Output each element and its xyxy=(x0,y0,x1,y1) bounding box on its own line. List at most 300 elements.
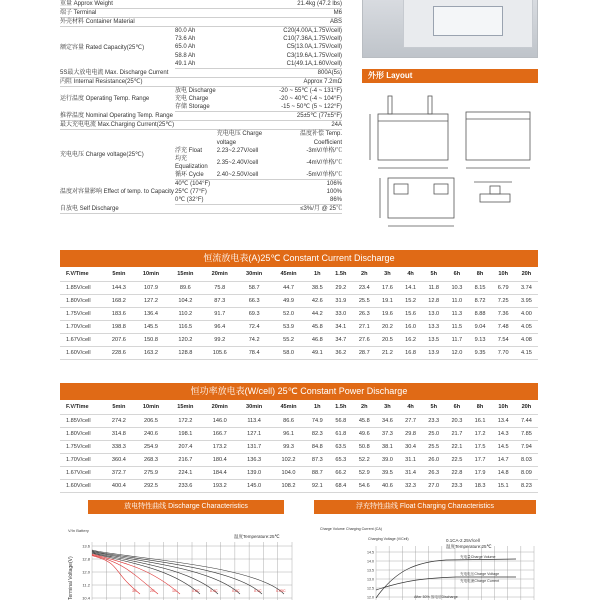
table-cell: 4.05 xyxy=(515,320,538,333)
table-cell: 11.7 xyxy=(445,333,468,346)
spec-sub-label: 充电 Charge xyxy=(175,96,209,103)
spec-sub-label xyxy=(175,9,275,18)
table-cell: 42.6 xyxy=(306,294,329,307)
power-table-title: 恒功率放电表(W/cell) 25℃ Constant Power Discharge xyxy=(60,383,538,400)
column-header: 10min xyxy=(134,268,168,281)
table-cell: 17.5 xyxy=(468,440,491,453)
table-cell: 127.1 xyxy=(237,427,271,440)
table-cell: 207.4 xyxy=(168,440,202,453)
spec-label: 重量 Approx Weight xyxy=(60,0,175,9)
table-cell: 15.6 xyxy=(399,307,422,320)
spec-value: -15 ~ 50℃ (5 ~ 122°F) xyxy=(275,103,342,112)
table-cell: 8.15 xyxy=(468,281,491,294)
table-cell: 193.2 xyxy=(203,479,237,492)
table-cell: 49.1 xyxy=(306,346,329,359)
table-cell: 16.1 xyxy=(468,414,491,427)
table-cell: 13.3 xyxy=(422,320,445,333)
side-view-drawing xyxy=(466,112,530,168)
battery-photo xyxy=(362,0,538,58)
column-header: 5h xyxy=(422,401,445,414)
table-cell: 84.8 xyxy=(306,440,329,453)
column-header: 45min xyxy=(271,401,305,414)
table-cell: 6.79 xyxy=(492,281,515,294)
legend-charge-voltage: 充电电压Charge Voltage xyxy=(460,572,500,576)
table-cell: 56.8 xyxy=(329,414,353,427)
discharge-ylabel: Terminal Voltage(V) xyxy=(68,556,74,600)
table-cell: 75.8 xyxy=(203,281,237,294)
table-cell: 25.5 xyxy=(353,294,376,307)
table-cell: 20.2 xyxy=(376,320,399,333)
y-tick-label: 12.5 xyxy=(367,586,374,591)
spec-label: 推荐温度 Nominal Operating Temp. Range xyxy=(60,112,175,121)
table-cell: 16.2 xyxy=(399,333,422,346)
column-header: 30min xyxy=(237,401,271,414)
spec-sub-label: 65.0 Ah xyxy=(175,44,196,51)
table-cell: 168.2 xyxy=(104,294,134,307)
table-cell: 274.2 xyxy=(104,414,134,427)
spec-label: 额定容量 Rated Capacity(25℃) xyxy=(60,44,145,51)
float-chart xyxy=(316,520,538,600)
column-header: 3h xyxy=(376,401,399,414)
row-label: 1.70V/cell xyxy=(60,320,104,333)
table-cell: 23.4 xyxy=(353,281,376,294)
spec-value: C20(4.00A,1.75V/cell) xyxy=(283,28,342,35)
table-cell: 128.8 xyxy=(168,346,202,359)
row-label: 1.80V/cell xyxy=(60,427,104,440)
column-header: 8h xyxy=(468,268,491,281)
table-cell: 20.5 xyxy=(376,333,399,346)
spec-value: ABS xyxy=(275,18,342,27)
spec-row xyxy=(60,77,342,86)
spec-row xyxy=(60,130,342,147)
curve-label: 3C xyxy=(132,589,137,593)
table-cell: 38.1 xyxy=(376,440,399,453)
table-cell: 11.3 xyxy=(445,307,468,320)
spec-sub-label: 循环 Cycle xyxy=(175,171,217,180)
table-cell: 46.8 xyxy=(306,333,329,346)
spec-label: 运行温度 Operating Temp. Range xyxy=(60,96,150,103)
row-label: 1.80V/cell xyxy=(60,294,104,307)
table-cell: 23.3 xyxy=(422,414,445,427)
table-cell: 29.8 xyxy=(399,427,422,440)
table-cell: 52.2 xyxy=(353,453,376,466)
spec-value: C10(7.36A,1.75V/cell) xyxy=(283,36,342,43)
table-row xyxy=(60,307,538,320)
table-cell: 104.0 xyxy=(271,466,305,479)
table-cell: 29.2 xyxy=(329,281,353,294)
column-header: 5h xyxy=(422,268,445,281)
spec-sub-label: 80.0 Ah xyxy=(175,28,196,35)
table-header-row xyxy=(60,401,538,414)
table-cell: 8.03 xyxy=(515,453,538,466)
table-cell: 40.6 xyxy=(376,479,399,492)
table-cell: 33.0 xyxy=(329,307,353,320)
table-cell: 13.0 xyxy=(422,307,445,320)
column-header: 1h xyxy=(306,268,329,281)
table-cell: 14.7 xyxy=(492,453,515,466)
top-view-drawing xyxy=(380,178,454,226)
table-cell: 240.6 xyxy=(134,427,168,440)
table-cell: 32.3 xyxy=(399,479,422,492)
table-cell: 66.2 xyxy=(329,466,353,479)
table-cell: 7.54 xyxy=(492,333,515,346)
table-cell: 99.3 xyxy=(271,440,305,453)
column-header: 5min xyxy=(104,268,134,281)
table-cell: 7.36 xyxy=(492,307,515,320)
table-cell: 4.00 xyxy=(515,307,538,320)
spec-label: 5S最大放电电流 Max. Discharge Current xyxy=(60,68,175,77)
table-cell: 31.4 xyxy=(399,466,422,479)
spec-value: C5(13.0A,1.75V/cell) xyxy=(286,44,342,51)
float-grid xyxy=(376,546,534,600)
table-cell: 314.8 xyxy=(104,427,134,440)
spec-sub-label: 放电 Discharge xyxy=(175,87,216,94)
table-row xyxy=(60,346,538,359)
table-cell: 61.8 xyxy=(329,427,353,440)
table-cell: 127.2 xyxy=(134,294,168,307)
table-cell: 26.0 xyxy=(422,453,445,466)
column-header: 10h xyxy=(492,268,515,281)
spec-sub-label: 均充 Equalization xyxy=(175,155,208,170)
table-cell: 8.72 xyxy=(468,294,491,307)
spec-sub-label xyxy=(175,68,275,77)
column-header: 4h xyxy=(399,268,422,281)
row-label: 1.67V/cell xyxy=(60,466,104,479)
table-cell: 65.3 xyxy=(329,453,353,466)
table-cell: 107.9 xyxy=(134,281,168,294)
row-label: 1.70V/cell xyxy=(60,453,104,466)
spec-value: 21.4kg (47.2 lbs) xyxy=(275,0,342,9)
table-cell: 145.0 xyxy=(237,479,271,492)
table-cell: 183.6 xyxy=(104,307,134,320)
table-row xyxy=(60,333,538,346)
discharge-yticks xyxy=(82,544,91,600)
table-cell: 87.3 xyxy=(306,453,329,466)
table-cell: 7.85 xyxy=(515,427,538,440)
table-cell: 136.3 xyxy=(237,453,271,466)
spec-value: -5mV/单格/℃ xyxy=(275,171,342,180)
table-cell: 216.7 xyxy=(168,453,202,466)
spec-sub-label: 40℃ (104°F) xyxy=(175,180,211,187)
y-tick-label: 14.5 xyxy=(367,550,374,555)
column-header: 10h xyxy=(492,401,515,414)
table-cell: 14.8 xyxy=(492,466,515,479)
table-cell: 39.0 xyxy=(376,453,399,466)
spec-sub-label: 25℃ (77°F) xyxy=(175,189,207,196)
row-label: 1.60V/cell xyxy=(60,479,104,492)
table-cell: 44.2 xyxy=(306,307,329,320)
table-row xyxy=(60,427,538,440)
column-header: 1.5h xyxy=(329,401,353,414)
table-cell: 102.2 xyxy=(271,453,305,466)
table-cell: 86.6 xyxy=(271,414,305,427)
table-cell: 12.8 xyxy=(422,294,445,307)
float-label-volume: Charge Volume xyxy=(320,527,345,531)
table-cell: 50.8 xyxy=(353,440,376,453)
table-cell: 45.8 xyxy=(306,320,329,333)
spec-sub-label xyxy=(175,77,275,86)
column-header: 15min xyxy=(168,268,202,281)
y-tick-label: 13.0 xyxy=(367,577,374,582)
current-table-title: 恒流放电表(A)25℃ Constant Current Discharge xyxy=(60,250,538,267)
front-view-drawing xyxy=(370,96,448,168)
discharge-curve-labels xyxy=(132,589,286,593)
spec-sub-label: 存储 Storage xyxy=(175,103,275,112)
table-row xyxy=(60,414,538,427)
table-cell: 360.4 xyxy=(104,453,134,466)
spec-value: C1(49.1A,1.60V/cell) xyxy=(275,60,342,69)
table-cell: 92.1 xyxy=(306,479,329,492)
table-cell: 206.5 xyxy=(134,414,168,427)
table-cell: 163.2 xyxy=(134,346,168,359)
table-cell: 120.2 xyxy=(168,333,202,346)
table-cell: 108.2 xyxy=(271,479,305,492)
spec-value: M6 xyxy=(275,9,342,18)
table-cell: 21.2 xyxy=(376,346,399,359)
table-cell: 338.3 xyxy=(104,440,134,453)
float-yticks xyxy=(367,551,374,600)
column-header: 3h xyxy=(376,268,399,281)
row-label: 1.85V/cell xyxy=(60,414,104,427)
table-cell: 54.6 xyxy=(353,479,376,492)
table-cell: 116.5 xyxy=(168,320,202,333)
curve-label: 0.2C xyxy=(232,589,240,593)
table-cell: 14.3 xyxy=(492,427,515,440)
spec-rows xyxy=(60,0,342,214)
row-label: 1.75V/cell xyxy=(60,440,104,453)
table-cell: 20.3 xyxy=(445,414,468,427)
table-cell: 26.3 xyxy=(353,307,376,320)
table-row xyxy=(60,479,538,492)
table-cell: 400.4 xyxy=(104,479,134,492)
table-cell: 31.1 xyxy=(399,453,422,466)
discharge-chart xyxy=(62,520,298,600)
table-cell: 9.13 xyxy=(468,333,491,346)
layout-drawings xyxy=(362,86,538,236)
table-cell: 12.0 xyxy=(445,346,468,359)
table-cell: 38.5 xyxy=(306,281,329,294)
table-cell: 131.7 xyxy=(237,440,271,453)
spec-row xyxy=(60,179,342,188)
table-cell: 19.1 xyxy=(376,294,399,307)
float-after-label: After 50% 放电后Discharge xyxy=(414,595,458,599)
spec-value: -20 ~ 55℃ (-4 ~ 131°F) xyxy=(279,87,342,94)
spec-row xyxy=(60,0,342,9)
table-cell: 66.3 xyxy=(237,294,271,307)
spec-sub-label xyxy=(175,121,275,130)
curve-label: 0.4C xyxy=(210,589,218,593)
table-cell: 34.7 xyxy=(329,333,353,346)
discharge-curve xyxy=(92,555,158,594)
table-cell: 30.4 xyxy=(399,440,422,453)
table-cell: 8.88 xyxy=(468,307,491,320)
column-header: 8h xyxy=(468,401,491,414)
table-cell: 82.3 xyxy=(306,427,329,440)
table-cell: 7.44 xyxy=(515,414,538,427)
float-condition: 0.1CA-2.25V/cell xyxy=(446,538,480,543)
table-cell: 292.5 xyxy=(134,479,168,492)
discharge-unit-label: V/In Battery xyxy=(68,528,89,533)
table-cell: 72.4 xyxy=(237,320,271,333)
table-cell: 52.0 xyxy=(271,307,305,320)
table-cell: 58.7 xyxy=(237,281,271,294)
y-tick-label: 12.0 xyxy=(367,595,374,600)
table-cell: 4.15 xyxy=(515,346,538,359)
table-cell: 146.0 xyxy=(203,414,237,427)
table-cell: 28.7 xyxy=(353,346,376,359)
table-cell: 136.4 xyxy=(134,307,168,320)
spec-label: 内阻 Internal Resistance(25℃) xyxy=(60,77,175,86)
spec-row xyxy=(60,112,342,121)
row-label: 1.85V/cell xyxy=(60,281,104,294)
battery-label xyxy=(433,6,503,36)
table-cell: 45.8 xyxy=(353,414,376,427)
table-cell: 96.4 xyxy=(203,320,237,333)
column-header: 20h xyxy=(515,401,538,414)
column-header: 30min xyxy=(237,268,271,281)
table-cell: 44.7 xyxy=(271,281,305,294)
table-cell: 233.6 xyxy=(168,479,202,492)
spec-label: 自放电 Self Discharge xyxy=(60,205,175,214)
column-header: 5min xyxy=(104,401,134,414)
spec-label: 外壳材料 Container Material xyxy=(60,18,175,27)
table-cell: 27.7 xyxy=(399,414,422,427)
table-cell: 105.6 xyxy=(203,346,237,359)
table-cell: 17.7 xyxy=(468,453,491,466)
table-cell: 9.04 xyxy=(468,320,491,333)
curve-label: 0.1C xyxy=(254,589,262,593)
spec-value: Approx 7.2mΩ xyxy=(275,77,342,86)
spec-row xyxy=(60,121,342,130)
table-cell: 173.2 xyxy=(203,440,237,453)
table-cell: 99.2 xyxy=(203,333,237,346)
table-cell: 63.5 xyxy=(329,440,353,453)
table-cell: 74.2 xyxy=(237,333,271,346)
column-header: F.V/Time xyxy=(60,401,104,414)
spec-sub-label xyxy=(175,130,217,147)
spec-value: ≤3%/月 @ 25℃ xyxy=(275,205,342,214)
table-header-row xyxy=(60,268,538,281)
table-cell: 27.0 xyxy=(422,479,445,492)
table-cell: 55.2 xyxy=(271,333,305,346)
table-cell: 87.3 xyxy=(203,294,237,307)
legend-charge-volume: 充电量Charge Volume xyxy=(460,555,496,559)
table-cell: 224.1 xyxy=(168,466,202,479)
row-label: 1.75V/cell xyxy=(60,307,104,320)
table-cell: 68.4 xyxy=(329,479,353,492)
spec-sub-label xyxy=(175,205,275,214)
y-tick-label: 13.6 xyxy=(82,543,90,549)
table-cell: 22.5 xyxy=(445,453,468,466)
table-cell: 17.6 xyxy=(376,281,399,294)
column-header: 1.5h xyxy=(329,268,353,281)
table-cell: 25.0 xyxy=(422,427,445,440)
curve-label: 1C xyxy=(172,589,177,593)
table-cell: 18.3 xyxy=(468,479,491,492)
table-cell: 11.0 xyxy=(445,294,468,307)
spec-row xyxy=(60,9,342,18)
table-cell: 10.3 xyxy=(445,281,468,294)
table-cell: 145.5 xyxy=(134,320,168,333)
spec-value: -20 ~ 40℃ (-4 ~ 104°F) xyxy=(279,96,342,103)
spec-sub-label: 49.1 Ah xyxy=(175,60,275,69)
spec-charge-voltage: 2.40~2.50V/cell xyxy=(217,171,275,180)
spec-row xyxy=(60,205,342,214)
table-cell: 113.4 xyxy=(237,414,271,427)
spec-charge-voltage: 2.23~2.27V/cell xyxy=(216,147,259,154)
table-cell: 58.0 xyxy=(271,346,305,359)
table-cell: 74.9 xyxy=(306,414,329,427)
spec-value: 800A(5s) xyxy=(275,68,342,77)
table-cell: 52.9 xyxy=(353,466,376,479)
table-cell: 104.2 xyxy=(168,294,202,307)
table-cell: 3.95 xyxy=(515,294,538,307)
spec-label: 端子 Terminal xyxy=(60,9,175,18)
table-cell: 37.3 xyxy=(376,427,399,440)
table-cell: 16.8 xyxy=(399,346,422,359)
table-cell: 88.7 xyxy=(306,466,329,479)
table-cell: 14.1 xyxy=(399,281,422,294)
spec-row xyxy=(60,86,342,95)
table-cell: 15.2 xyxy=(399,294,422,307)
table-cell: 17.2 xyxy=(468,427,491,440)
table-cell: 254.9 xyxy=(134,440,168,453)
spec-value: 24A xyxy=(275,121,342,130)
table-cell: 8.09 xyxy=(515,466,538,479)
float-label-voltage: Charging Voltage (V/Cell) xyxy=(368,537,409,541)
y-tick-label: 12.0 xyxy=(82,569,90,575)
y-tick-label: 11.2 xyxy=(82,582,90,588)
table-cell: 13.9 xyxy=(422,346,445,359)
column-header: 6h xyxy=(445,268,468,281)
table-cell: 49.9 xyxy=(271,294,305,307)
discharge-curve xyxy=(92,552,240,594)
table-cell: 7.70 xyxy=(492,346,515,359)
curve-label: 0.05C xyxy=(276,589,286,593)
spec-value: 温度补偿 Temp. Coefficient xyxy=(299,131,342,146)
column-header: 2h xyxy=(353,401,376,414)
table-cell: 110.2 xyxy=(168,307,202,320)
table-cell: 13.5 xyxy=(422,333,445,346)
table-cell: 27.6 xyxy=(353,333,376,346)
spec-row xyxy=(60,68,342,77)
table-cell: 89.6 xyxy=(168,281,202,294)
y-tick-label: 12.8 xyxy=(82,556,90,562)
table-cell: 198.8 xyxy=(104,320,134,333)
table-cell: 172.2 xyxy=(168,414,202,427)
terminal-drawing xyxy=(474,182,512,202)
table-cell: 184.4 xyxy=(203,466,237,479)
row-label: 1.60V/cell xyxy=(60,346,104,359)
table-cell: 372.7 xyxy=(104,466,134,479)
spec-value: 100% xyxy=(326,189,342,196)
table-cell: 25.5 xyxy=(422,440,445,453)
spec-label: 温度对容量影响 Effect of temp. to Capacity xyxy=(60,189,174,196)
table-cell: 53.9 xyxy=(271,320,305,333)
spec-row xyxy=(60,27,342,36)
spec-sub-label: 58.8 Ah xyxy=(175,52,196,59)
table-cell: 14.5 xyxy=(492,440,515,453)
spec-value: -3mV/单格/℃ xyxy=(306,147,342,154)
table-cell: 26.3 xyxy=(422,466,445,479)
table-row xyxy=(60,466,538,479)
spec-sub-label: 0℃ (32°F) xyxy=(175,196,275,205)
spec-value: 25±5℃ (77±5°F) xyxy=(275,112,342,121)
table-cell: 49.6 xyxy=(353,427,376,440)
spec-row xyxy=(60,18,342,27)
table-cell: 268.3 xyxy=(134,453,168,466)
table-cell: 180.4 xyxy=(203,453,237,466)
